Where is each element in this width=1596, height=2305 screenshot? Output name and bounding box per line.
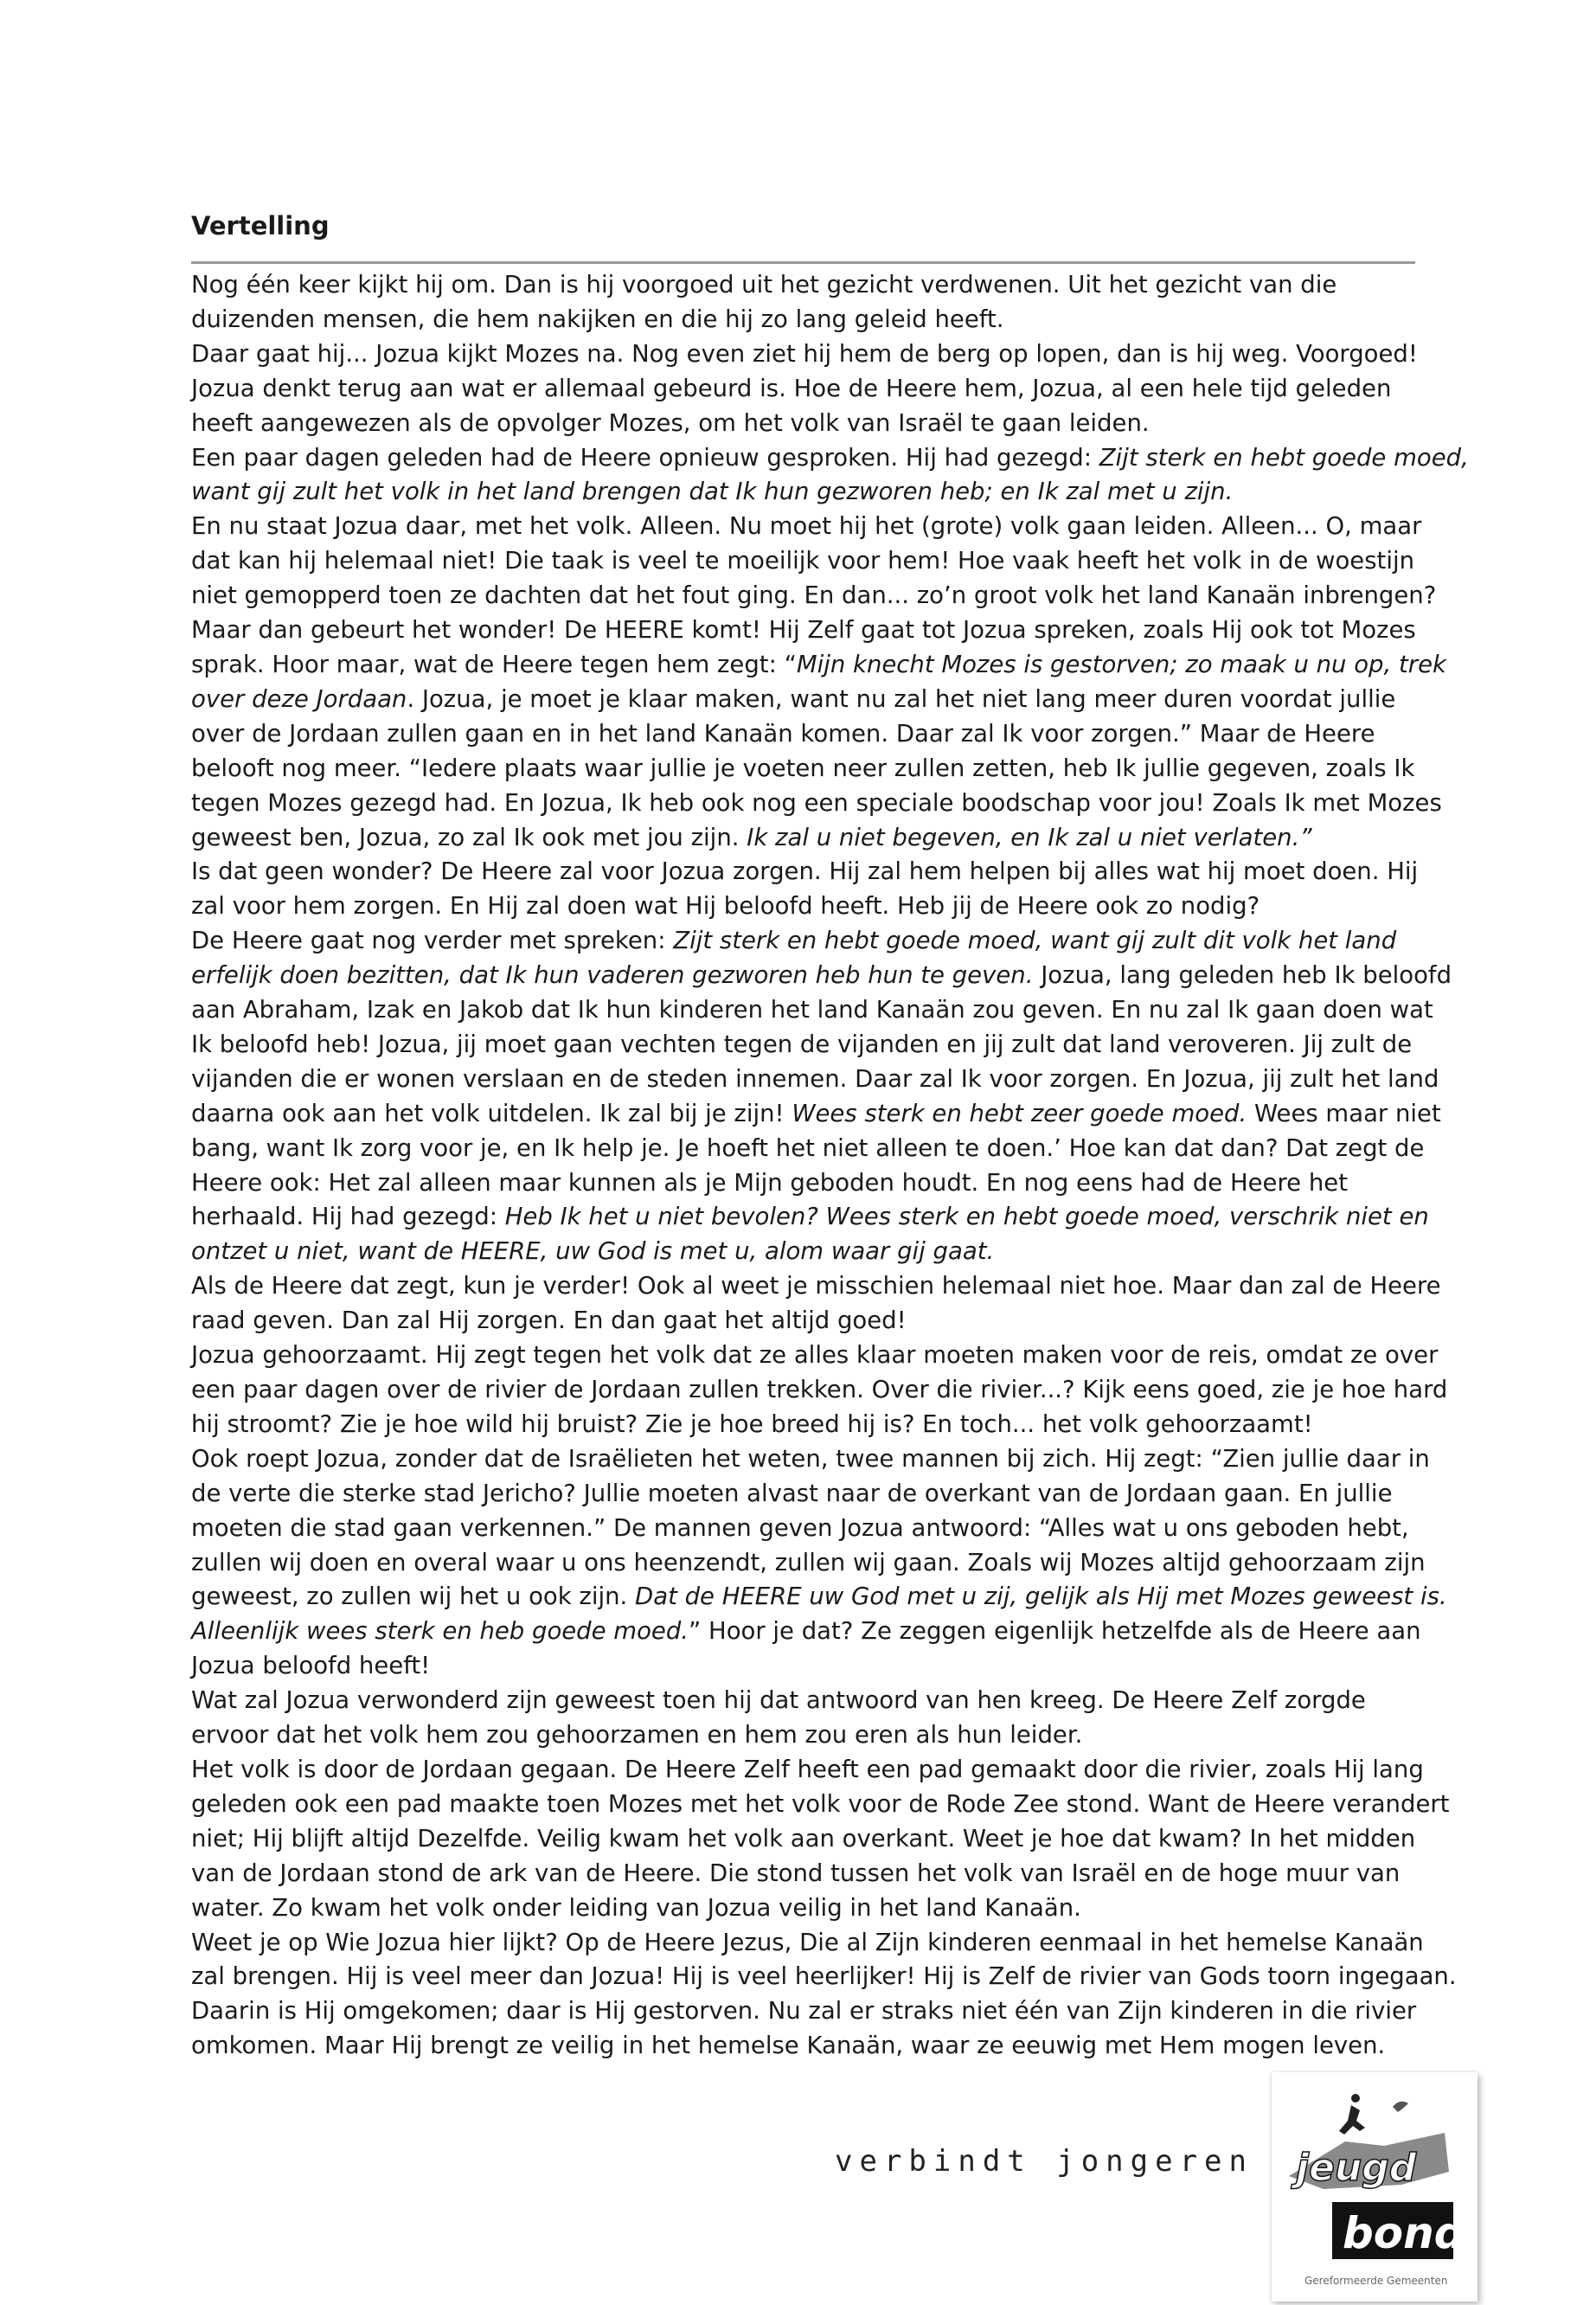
text-line [191, 1132, 1425, 1166]
text-line [191, 683, 1420, 717]
text-line [191, 1753, 1424, 1788]
text-line [191, 1891, 1420, 1926]
text-run: aan Abraham, Izak en Jakob dat Ik hun kinderen het land Kanaän zou geven. En nu zal Ik gaan doen wat [191, 996, 1433, 1024]
text-run: geleden ook een pad maakte toen Mozes met het volk voor de Rode Zee stond. Want de Heere verandert [191, 1789, 1450, 1818]
heading-divider [191, 261, 1415, 264]
text-line [191, 1822, 1420, 1857]
italic-quote: ontzet u niet, want de HEERE, uw God is met u, alom waar gij gaat. [191, 1237, 995, 1266]
text-run: Ook roept Jozua, zonder dat de Israëlieten het weten, twee mannen bij zich. Hij zegt: “Zien jullie daar in [191, 1444, 1430, 1473]
text-line [191, 372, 1420, 407]
text-line [191, 924, 1420, 959]
text-line [191, 821, 1420, 856]
text-line [191, 1063, 1439, 1097]
text-run: Jozua beloofd heeft! [191, 1652, 431, 1680]
text-run: raad geven. Dan zal Hij zorgen. En dan gaat het altijd goed! [191, 1307, 907, 1335]
text-run: Wat zal Jozua verwonderd zijn geweest toen hij dat antwoord van hen kreeg. De Heere Zelf zorgde [191, 1686, 1366, 1715]
text-run: . Jozua, je moet je klaar maken, want nu zal het niet lang meer duren voordat jullie [407, 684, 1396, 713]
text-run: bang, want Ik zorg voor je, en Ik help je. Je hoeft het niet alleen te doen.’ Hoe kan dat dan? Dat zegt de [191, 1133, 1425, 1162]
text-line [191, 1304, 1420, 1339]
text-run: niet; Hij blijft altijd Dezelfde. Veilig kwam het volk aan overkant. Weet je hoe dat kwam? In het midden [191, 1824, 1416, 1852]
italic-quote: Alleenlijk wees sterk en heb goede moed. [191, 1617, 689, 1646]
text-line [191, 1028, 1420, 1063]
story-text [191, 268, 1469, 2064]
text-run: Jozua gehoorzaamt. Hij zegt tegen het volk dat ze alles klaar moeten maken voor de reis, omdat ze over [191, 1341, 1439, 1370]
text-run: ervoor dat het volk hem zou gehoorzamen en hem zou eren als hun leider. [191, 1721, 1083, 1750]
italic-quote: Zijt sterk en hebt goede moed, [1099, 443, 1469, 472]
text-run: de verte die sterke stad Jericho? Jullie moeten alvast naar de overkant van de Jordaan gaan. En jullie [191, 1479, 1393, 1507]
text-run: Heere ook: Het zal alleen maar kunnen als je Mijn geboden houdt. En nog eens had de Heere het [191, 1168, 1348, 1197]
text-run: hij stroomt? Zie je hoe wild hij bruist? Zie je hoe breed hij is? En toch... het volk gehoorzaamt! [191, 1409, 1313, 1438]
text-line [191, 1339, 1439, 1373]
text-line [191, 337, 1420, 372]
text-run: Maar dan gebeurt het wonder! De HEERE komt! Hij Zelf gaat tot Jozua spreken, zoals Hij ook tot Mozes [191, 616, 1416, 645]
text-run: ” Hoor je dat? Ze zeggen eigenlijk hetzelfde als de Heere aan [689, 1617, 1421, 1646]
logo-subtitle: Gereformeerde Gemeenten [1304, 2275, 1448, 2287]
text-run: zal brengen. Hij is veel meer dan Jozua! Hij is veel heerlijker! Hij is Zelf de rivier van Gods toorn ingegaan. [191, 1962, 1457, 1991]
text-run: duizenden mensen, die hem nakijken en die hij zo lang geleid heeft. [191, 305, 1004, 333]
text-run: Jozua denkt terug aan wat er allemaal gebeurd is. Hoe de Heere hem, Jozua, al een hele tijd geleden [191, 374, 1392, 402]
text-line [191, 407, 1420, 441]
text-line [191, 752, 1420, 787]
jeugdbond-logo[interactable] [1272, 2072, 1477, 2302]
text-run: Als de Heere dat zegt, kun je verder! Ook al weet je misschien helemaal niet hoe. Maar dan zal de Heere [191, 1272, 1441, 1300]
text-run: Daar gaat hij... Jozua kijkt Mozes na. Nog even ziet hij hem de berg op lopen, dan is hij weg. Voorgoed! [191, 339, 1418, 368]
text-line [191, 1580, 1447, 1615]
text-line [191, 2029, 1420, 2064]
text-run: herhaald. Hij had gezegd: [191, 1203, 505, 1231]
italic-quote: Dat de HEERE uw God met u zij, gelijk als Hij met Mozes geweest is. [635, 1583, 1447, 1611]
text-line [191, 510, 1420, 544]
text-line [191, 855, 1420, 889]
text-line [191, 959, 1452, 993]
logo-word-bond: bond [1343, 2208, 1465, 2258]
italic-quote: Heb Ik het u niet bevolen? Wees sterk en hebt goede moed, verschrik niet en [504, 1203, 1429, 1231]
italic-quote: Ik zal u niet begeven, en Ik zal u niet verlaten.” [747, 823, 1312, 851]
text-run: niet gemopperd toen ze dachten dat het fout ging. En dan... zo’n groot volk het land Kanaän inbrengen? [191, 581, 1437, 610]
text-line [191, 1994, 1420, 2029]
logo-word-jeugd: jeugd [1296, 2146, 1417, 2190]
italic-quote: erfelijk doen bezitten, dat Ik hun vaderen gezworen heb hun te geven. [191, 961, 1034, 990]
text-line [191, 544, 1420, 579]
footer-slogan: verbindt jongeren [835, 2144, 1253, 2179]
text-run: dat kan hij helemaal niet! Die taak is veel te moeilijk voor hem! Hoe vaak heeft het volk in de woestijn [191, 547, 1415, 575]
text-line [191, 1373, 1448, 1408]
italic-quote: want gij zult het volk in het land brengen dat Ik hun gezworen heb; en Ik zal met u zijn. [191, 478, 1234, 506]
text-line [191, 1649, 1420, 1684]
italic-quote: over deze Jordaan [191, 684, 407, 713]
text-line [191, 579, 1437, 613]
logo-graphic [1272, 2072, 1477, 2302]
text-run: vijanden die er wonen verslaan en de steden innemen. Daar zal Ik voor zorgen. En Jozua, jij zult het land [191, 1064, 1439, 1093]
italic-quote: Wees sterk en hebt zeer goede moed. [792, 1099, 1247, 1127]
text-line [191, 1684, 1420, 1718]
italic-quote: Zijt sterk en hebt goede moed, want gij zult dit volk het land [673, 927, 1397, 955]
text-line [191, 993, 1433, 1028]
text-line [191, 268, 1420, 303]
text-run: Ik beloofd heb! Jozua, jij moet gaan vechten tegen de vijanden en jij zult dat land veroveren. Jij zult de [191, 1030, 1413, 1058]
text-run: moeten die stad gaan verkennen.” De mannen geven Jozua antwoord: “Alles wat u ons geboden hebt, [191, 1513, 1409, 1542]
text-run: Wees maar niet [1247, 1099, 1441, 1127]
text-line [191, 889, 1420, 924]
text-line [191, 1269, 1441, 1304]
text-run: En nu staat Jozua daar, met het volk. Alleen. Nu moet hij het (grote) volk gaan leiden. Alleen... O, maar [191, 512, 1422, 541]
text-line [191, 1408, 1420, 1442]
text-run: Het volk is door de Jordaan gegaan. De Heere Zelf heeft een pad gemaakt door die rivier, zoals Hij lang [191, 1755, 1424, 1783]
text-line [191, 303, 1420, 337]
text-line [191, 1546, 1426, 1581]
text-run: geweest ben, Jozua, zo zal Ik ook met jou zijn. [191, 823, 747, 851]
text-run: water. Zo kwam het volk onder leiding van Jozua veilig in het land Kanaän. [191, 1893, 1081, 1922]
text-run: van de Jordaan stond de ark van de Heere. Die stond tussen het volk van Israël en de hoge muur van [191, 1859, 1401, 1887]
text-line [191, 1235, 1420, 1269]
text-run: Is dat geen wonder? De Heere zal voor Jozua zorgen. Hij zal hem helpen bij alles wat hij moet doen. Hij [191, 857, 1419, 886]
text-line [191, 475, 1420, 510]
text-line [191, 1615, 1420, 1649]
text-run: geweest, zo zullen wij het u ook zijn. [191, 1583, 636, 1611]
text-line [191, 441, 1469, 476]
section-heading: Vertelling [191, 211, 330, 241]
text-line [191, 1857, 1420, 1891]
text-line [191, 1442, 1430, 1477]
text-run: over de Jordaan zullen gaan en in het land Kanaän komen. Daar zal Ik voor zorgen.” Maar de Heere [191, 719, 1375, 748]
text-line [191, 648, 1446, 683]
text-run: Jozua, lang geleden heb Ik beloofd [1033, 961, 1452, 990]
text-run: zullen wij doen en overal waar u ons heenzendt, zullen wij gaan. Zoals wij Mozes altijd gehoorzaam zijn [191, 1548, 1426, 1576]
text-run: Een paar dagen geleden had de Heere opnieuw gesproken. Hij had gezegd: [191, 443, 1099, 472]
text-line [191, 787, 1442, 821]
text-run: sprak. Hoor maar, wat de Heere tegen hem zegt: “ [191, 650, 797, 678]
text-run: Weet je op Wie Jozua hier lijkt? Op de Heere Jezus, Die al Zijn kinderen eenmaal in het hemelse Kanaän [191, 1928, 1424, 1956]
text-run: Nog één keer kijkt hij om. Dan is hij voorgoed uit het gezicht verdwenen. Uit het gezicht van die [191, 271, 1337, 299]
text-line [191, 1097, 1441, 1132]
text-run: daarna ook aan het volk uitdelen. Ik zal bij je zijn! [191, 1099, 792, 1127]
text-line [191, 1718, 1420, 1753]
text-line [191, 1926, 1424, 1961]
text-line [191, 1512, 1420, 1546]
text-run: zal voor hem zorgen. En Hij zal doen wat Hij beloofd heeft. Heb jij de Heere ook zo nodig? [191, 892, 1260, 921]
text-run: tegen Mozes gezegd had. En Jozua, Ik heb ook nog een speciale boodschap voor jou! Zoals Ik met Mozes [191, 788, 1442, 817]
text-line [191, 1788, 1450, 1822]
text-run: De Heere gaat nog verder met spreken: [191, 927, 674, 955]
text-line [191, 1960, 1457, 1994]
text-run: heeft aangewezen als de opvolger Mozes, om het volk van Israël te gaan leiden. [191, 408, 1150, 437]
text-line [191, 1200, 1429, 1235]
text-run: belooft nog meer. “Iedere plaats waar jullie je voeten neer zullen zetten, heb Ik jullie gegeven, zoals Ik [191, 754, 1415, 782]
text-line [191, 717, 1420, 752]
text-run: een paar dagen over de rivier de Jordaan zullen trekken. Over die rivier...? Kijk eens goed, zie je hoe hard [191, 1376, 1448, 1403]
text-line [191, 613, 1420, 648]
text-line [191, 1166, 1420, 1201]
text-run: Daarin is Hij omgekomen; daar is Hij gestorven. Nu zal er straks niet één van Zijn kinderen in die rivier [191, 1997, 1417, 2026]
text-line [191, 1477, 1420, 1512]
text-run: omkomen. Maar Hij brengt ze veilig in het hemelse Kanaän, waar ze eeuwig met Hem mogen leven. [191, 2032, 1386, 2060]
italic-quote: Mijn knecht Mozes is gestorven; zo maak u nu op, trek [796, 650, 1446, 678]
